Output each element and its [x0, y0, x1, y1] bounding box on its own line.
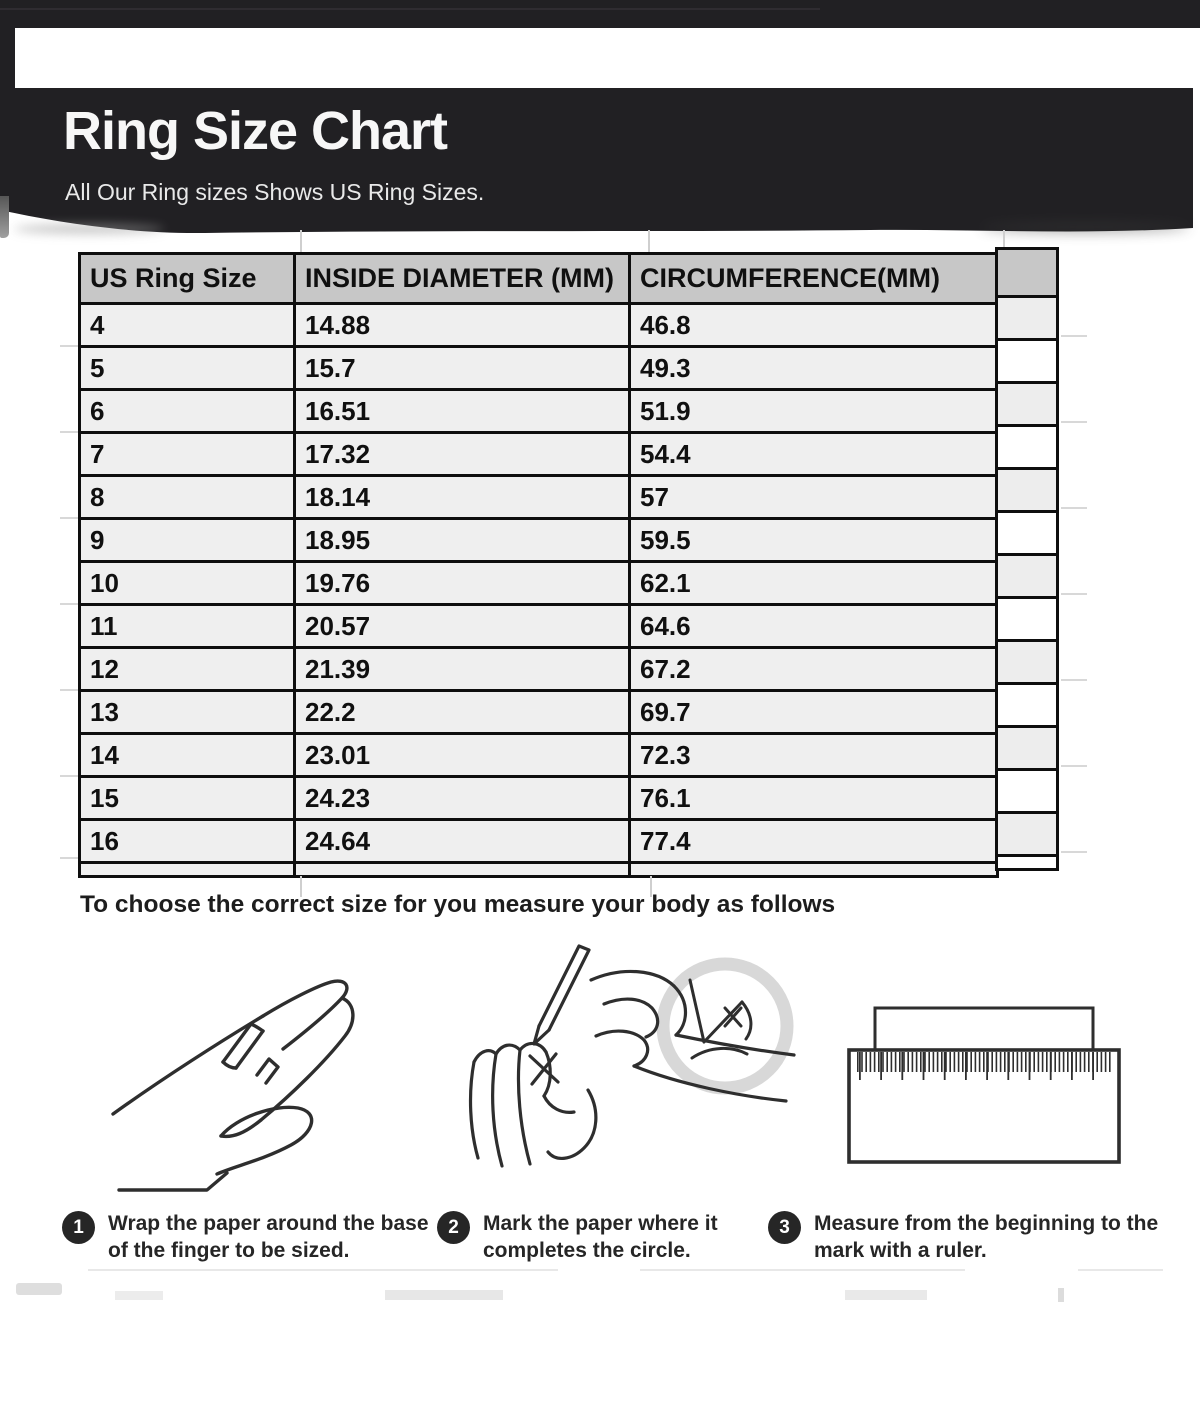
table-cell: 18.95	[295, 519, 630, 562]
artifact-cell	[998, 467, 1056, 510]
table-row	[80, 820, 998, 863]
table-cell: 76.1	[630, 777, 998, 820]
table-row	[80, 734, 998, 777]
artifact-cell	[998, 854, 1056, 868]
table-cell: 12	[80, 648, 295, 691]
table-row	[80, 777, 998, 820]
table-cell: 15	[80, 777, 295, 820]
artifact-cell	[998, 811, 1056, 854]
artifact-cell	[998, 639, 1056, 682]
gridline-artifact	[1061, 421, 1087, 423]
steps	[0, 1210, 1200, 1282]
table-cell: 19.76	[295, 562, 630, 605]
ruler-illustration	[845, 1002, 1125, 1167]
table-row	[80, 519, 998, 562]
gridline-artifact	[60, 517, 78, 519]
step-number-badge: 3	[768, 1211, 801, 1244]
gridline-artifact	[1061, 765, 1087, 767]
band-shadow	[980, 221, 1190, 233]
table-cell: 24.64	[295, 820, 630, 863]
top-black-bar	[0, 0, 1200, 28]
table-cell: 21.39	[295, 648, 630, 691]
table-cell: 9	[80, 519, 295, 562]
step-text: Mark the paper where it completes the circle.	[483, 1212, 718, 1263]
table-cell: 51.9	[630, 390, 998, 433]
table-cell: 5	[80, 347, 295, 390]
left-black-notch	[0, 28, 15, 88]
artifact-cell	[998, 381, 1056, 424]
table-cell: 16	[80, 820, 295, 863]
step-item	[437, 1210, 755, 1265]
table-row	[80, 605, 998, 648]
scan-artifact	[1058, 1288, 1064, 1302]
gridline-artifact	[1003, 230, 1005, 248]
table-row	[80, 476, 998, 519]
table-cell: 20.57	[295, 605, 630, 648]
artifact-cell	[998, 295, 1056, 338]
table-cell: 11	[80, 605, 295, 648]
gridline-artifact	[60, 431, 78, 433]
artifact-cell	[998, 596, 1056, 639]
scan-artifact	[845, 1290, 927, 1300]
gridline-artifact	[1061, 851, 1087, 853]
table-cell: 22.2	[295, 691, 630, 734]
table-cell: 10	[80, 562, 295, 605]
step-item	[768, 1210, 1174, 1265]
table-cell: 67.2	[630, 648, 998, 691]
table-cell: 4	[80, 304, 295, 347]
scan-artifact	[1078, 1269, 1163, 1271]
gridline-artifact	[60, 345, 78, 347]
table-cell: 62.1	[630, 562, 998, 605]
column-header: INSIDE DIAMETER (MM)	[295, 254, 630, 304]
table-row	[80, 691, 998, 734]
column-header: US Ring Size	[80, 254, 295, 304]
table-cell: 69.7	[630, 691, 998, 734]
band-shadow	[14, 224, 164, 234]
page-title: Ring Size Chart	[63, 101, 448, 161]
table-header-row	[80, 254, 998, 304]
artifact-cell	[998, 250, 1056, 295]
table-row	[80, 648, 998, 691]
scan-artifact	[88, 1269, 558, 1271]
table-row	[80, 304, 998, 347]
table-row	[80, 347, 998, 390]
table-cell: 18.14	[295, 476, 630, 519]
step-number-badge: 1	[62, 1211, 95, 1244]
column-header: CIRCUMFERENCE(MM)	[630, 254, 998, 304]
table-cell: 77.4	[630, 820, 998, 863]
gridline-artifact	[1061, 507, 1087, 509]
table-cell: 17.32	[295, 433, 630, 476]
artifact-cell	[998, 768, 1056, 811]
table-cell: 16.51	[295, 390, 630, 433]
gridline-artifact	[1061, 679, 1087, 681]
step-number-badge: 2	[437, 1211, 470, 1244]
gridline-artifact	[60, 689, 78, 691]
table-row	[80, 390, 998, 433]
table-cell: 24.23	[295, 777, 630, 820]
artifact-cell	[998, 424, 1056, 467]
table-cell: 15.7	[295, 347, 630, 390]
gridline-artifact	[60, 775, 78, 777]
gridline-artifact	[1061, 593, 1087, 595]
artifact-cell	[998, 682, 1056, 725]
gridline-artifact	[1061, 335, 1087, 337]
left-gray-tab	[0, 196, 9, 238]
measure-intro-text: To choose the correct size for you measure your body as follows	[80, 891, 836, 918]
table-cell: 8	[80, 476, 295, 519]
artifact-cell	[998, 510, 1056, 553]
artifact-cell	[998, 338, 1056, 381]
table-cell: 46.8	[630, 304, 998, 347]
step-text: Measure from the beginning to the mark with a ruler.	[814, 1212, 1159, 1263]
gridline-artifact	[60, 603, 78, 605]
artifact-cell	[998, 553, 1056, 596]
hand-with-paper-strip-illustration	[105, 952, 395, 1197]
scan-artifact	[115, 1291, 163, 1300]
top-bar-seam	[0, 8, 820, 10]
table-cell: 6	[80, 390, 295, 433]
table-cell: 64.6	[630, 605, 998, 648]
table-cell: 57	[630, 476, 998, 519]
artifact-cell	[998, 725, 1056, 768]
scan-artifact	[385, 1290, 503, 1300]
hands-marking-paper-illustration	[438, 938, 803, 1210]
table-row	[80, 562, 998, 605]
step-item	[62, 1210, 438, 1265]
table-cell: 59.5	[630, 519, 998, 562]
empty-table-row	[80, 863, 998, 877]
gridline-artifact	[300, 230, 302, 252]
table-cell: 72.3	[630, 734, 998, 777]
table-cell: 23.01	[295, 734, 630, 777]
spreadsheet-artifact-column	[995, 247, 1059, 871]
table-row	[80, 433, 998, 476]
page-subtitle: All Our Ring sizes Shows US Ring Sizes.	[65, 179, 485, 205]
table-cell: 14.88	[295, 304, 630, 347]
table-cell: 7	[80, 433, 295, 476]
scan-artifact	[640, 1269, 965, 1271]
scan-artifact	[16, 1283, 62, 1295]
table-cell: 49.3	[630, 347, 998, 390]
gridline-artifact	[648, 230, 650, 252]
step-text: Wrap the paper around the base of the finger to be sized.	[108, 1212, 429, 1263]
table-cell: 14	[80, 734, 295, 777]
table-cell: 54.4	[630, 433, 998, 476]
ring-size-table	[78, 252, 999, 878]
table-cell: 13	[80, 691, 295, 734]
gridline-artifact	[60, 857, 78, 859]
